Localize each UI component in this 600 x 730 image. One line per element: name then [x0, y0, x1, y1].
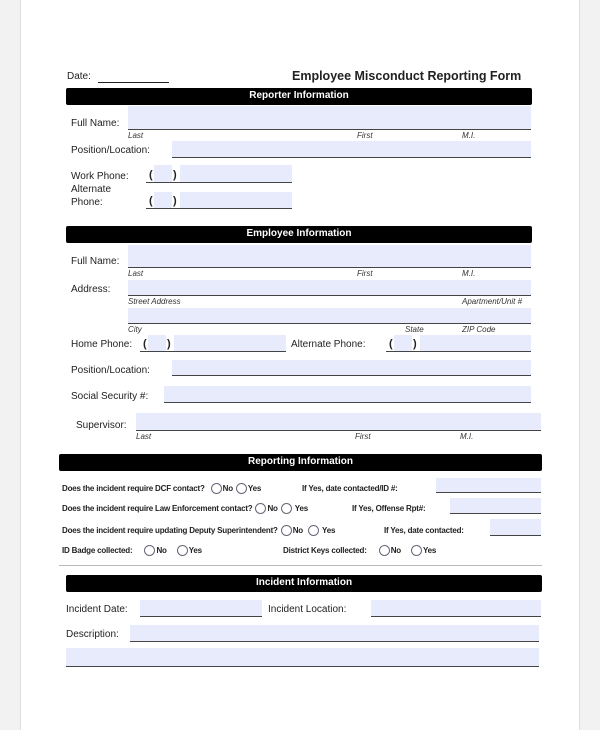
- zip-sublabel: ZIP Code: [462, 325, 496, 334]
- dcf-question-text: Does the incident require DCF contact?: [62, 483, 205, 493]
- paren: ): [173, 169, 177, 181]
- employee-position-field[interactable]: [172, 360, 531, 376]
- date-label: Date:: [67, 71, 91, 82]
- street-sublabel: Street Address: [128, 297, 181, 306]
- deputy-no-radio[interactable]: [281, 525, 292, 536]
- address-label: Address:: [71, 284, 111, 295]
- dcf-date-id-field[interactable]: [436, 478, 541, 493]
- apt-sublabel: Apartment/Unit #: [462, 297, 523, 306]
- employee-position-label: Position/Location:: [71, 365, 150, 376]
- law-yes-radio[interactable]: [281, 503, 292, 514]
- district-keys-question: [283, 545, 436, 556]
- mi-sublabel: M.I.: [462, 269, 476, 278]
- incident-date-label: Incident Date:: [66, 604, 128, 615]
- offense-report-field[interactable]: [450, 498, 541, 514]
- first-sublabel: First: [357, 269, 373, 278]
- state-sublabel: State: [405, 325, 424, 334]
- home-phone-field[interactable]: [140, 335, 286, 352]
- keys-no-radio[interactable]: [379, 545, 390, 556]
- district-keys-text: District Keys collected:: [283, 545, 367, 555]
- form-title: Employee Misconduct Reporting Form: [292, 69, 522, 83]
- law-followup-label: If Yes, Offense Rpt#:: [352, 504, 426, 513]
- radio-label: Yes: [188, 545, 202, 555]
- paren: ): [173, 195, 177, 207]
- incident-date-field[interactable]: [140, 600, 262, 617]
- description-field-line-2[interactable]: [66, 648, 539, 667]
- radio-label: Yes: [422, 545, 437, 555]
- supervisor-field[interactable]: [136, 413, 541, 431]
- radio-label: No: [267, 503, 278, 513]
- section-header-reporting: Reporting Information: [59, 454, 542, 471]
- alternate-phone-field[interactable]: [146, 192, 292, 209]
- deputy-followup-label: If Yes, date contacted:: [384, 526, 464, 535]
- street-address-field[interactable]: [128, 280, 531, 296]
- law-question-text: Does the incident require Law Enforcement contact?: [62, 503, 253, 513]
- reporter-first-mi-field[interactable]: [321, 106, 531, 130]
- paren: ): [167, 338, 171, 350]
- radio-label: Yes: [247, 483, 262, 493]
- paren: ): [413, 338, 417, 350]
- radio-label: No: [390, 545, 401, 555]
- incident-location-field[interactable]: [371, 600, 541, 617]
- last-sublabel: Last: [128, 131, 144, 140]
- radio-label: No: [292, 525, 303, 535]
- radio-label: No: [156, 545, 167, 555]
- id-badge-question: [62, 545, 202, 556]
- employee-full-name-label: Full Name:: [71, 256, 120, 267]
- supervisor-label: Supervisor:: [76, 420, 127, 431]
- mi-sublabel: M.I.: [462, 131, 476, 140]
- paren: (: [389, 338, 393, 350]
- paren: (: [143, 338, 147, 350]
- date-field[interactable]: [98, 66, 169, 83]
- ssn-field[interactable]: [164, 386, 531, 403]
- section-header-employee: Employee Information: [66, 226, 532, 243]
- last-sublabel: Last: [136, 432, 152, 441]
- section-header-incident: Incident Information: [66, 575, 542, 592]
- law-no-radio[interactable]: [255, 503, 266, 514]
- work-phone-field[interactable]: [146, 165, 292, 183]
- alternate-phone-label-2: Phone:: [71, 197, 103, 208]
- city-sublabel: City: [128, 325, 142, 334]
- badge-no-radio[interactable]: [144, 545, 155, 556]
- deputy-date-field[interactable]: [490, 519, 541, 536]
- paren: (: [149, 195, 153, 207]
- reporter-last-name-field[interactable]: [128, 106, 321, 130]
- description-label: Description:: [66, 629, 119, 640]
- employee-alternate-phone-label: Alternate Phone:: [291, 339, 366, 350]
- deputy-yes-radio[interactable]: [308, 525, 319, 536]
- law-enforcement-question: [62, 503, 308, 514]
- reporter-position-field[interactable]: [172, 141, 531, 158]
- first-sublabel: First: [357, 131, 373, 140]
- first-sublabel: First: [355, 432, 371, 441]
- home-phone-label: Home Phone:: [71, 339, 133, 350]
- radio-label: Yes: [294, 503, 308, 513]
- reporter-position-label: Position/Location:: [71, 145, 150, 156]
- keys-yes-radio[interactable]: [411, 545, 422, 556]
- city-state-zip-field[interactable]: [128, 308, 531, 324]
- employee-alternate-phone-field[interactable]: [386, 335, 531, 352]
- work-phone-label: Work Phone:: [71, 171, 129, 182]
- description-field-line-1[interactable]: [130, 625, 539, 642]
- dcf-yes-radio[interactable]: [236, 483, 247, 494]
- reporter-full-name-label: Full Name:: [71, 118, 120, 129]
- last-sublabel: Last: [128, 269, 144, 278]
- deputy-question-text: Does the incident require updating Deputy Superintendent?: [62, 525, 278, 535]
- radio-label: Yes: [322, 525, 336, 535]
- id-badge-text: ID Badge collected:: [62, 545, 133, 555]
- dcf-no-radio[interactable]: [211, 483, 222, 494]
- radio-label: No: [222, 483, 233, 493]
- alternate-phone-label-1: Alternate: [71, 184, 112, 195]
- deputy-question: [62, 525, 335, 536]
- dcf-question: [62, 483, 261, 494]
- mi-sublabel: M.I.: [460, 432, 474, 441]
- paren: (: [149, 169, 153, 181]
- ssn-label: Social Security #:: [71, 391, 149, 402]
- divider: [59, 565, 542, 566]
- incident-location-label: Incident Location:: [268, 604, 347, 615]
- section-header-reporter: Reporter Information: [66, 88, 532, 105]
- employee-full-name-field[interactable]: [128, 245, 531, 268]
- badge-yes-radio[interactable]: [177, 545, 188, 556]
- dcf-followup-label: If Yes, date contacted/ID #:: [302, 484, 398, 493]
